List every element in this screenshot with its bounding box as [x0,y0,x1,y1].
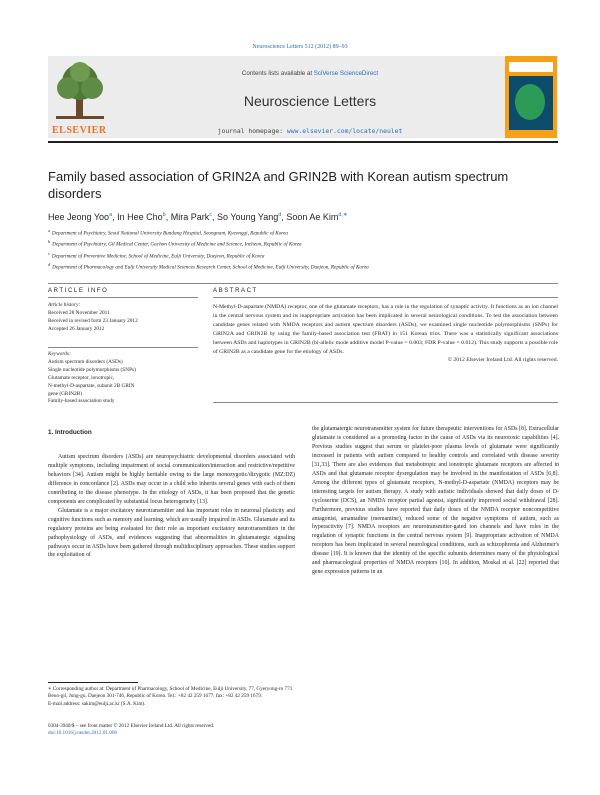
divider [213,402,558,403]
author: In Hee Cho$^b$ [117,212,166,222]
paragraph: Glutamate is a major excitatory neurotransmitter and has important roles in neuronal plasticity and cognitive functions such as memory and learning, which are usually impaired in ASDs. Glutamate and its regulatory proteins are being evaluated for their role as important excitatory neurotransmitters in the pathophysiology of ASDs, and evidences suggesting that abnormalities in glutamatergic signaling pathways occur in ASDs have been gathered through multidisciplinary approaches. These studies support the exploitation of [48,507,295,559]
section-heading: 1. Introduction [48,429,92,436]
affiliation: $^a$Department of Psychiatry, Seoul National University Bundang Hospital, Seongnam, Kyeonggi, Republic of Korea [48,228,289,237]
affiliations [48,227,548,272]
article-info-heading: ARTICLE INFO [48,288,109,294]
journal-cover-thumbnail [505,56,557,138]
divider [48,297,198,298]
section-divider [48,283,558,284]
abstract-text: N-Methyl-D-aspartate (NMDA) receptor, one of the glutamate receptors, has a role in the regulation of synaptic activity. It functions as an ion channel in the central nervous system and its inappropriate activation has been implicated in several neurological conditions. To test the association between candidate genes related with NMDA receptors and autism spectrum disorders (ASDs), we examined single nucleotide polymorphisms (SNPs) for GRIN2A and GRIN2B by using the family-based association test (FBAT) in 151 Korean trios. There was a statistically significant associations between ASDs and haplotypes in GRIN2B (bi-allelic mode additive model P-value = 0.003; FDR P-value = 0.012). This study supports a possible role of GRIN2B as a candidate gene for the etiology of ASDs. [213,304,558,355]
elsevier-wordmark: ELSEVIER [52,125,107,136]
history-entry: Received 28 November 2011 [48,310,110,317]
sciencedirect-link[interactable]: SciVerse ScienceDirect [313,70,379,77]
body-column-right [312,425,559,577]
journal-title: Neuroscience Letters [243,93,377,109]
affiliation: $^b$Department of Psychiatry, Gil Medical Center, Gachon University of Medicine and Science, Incheon, Republic of Korea [48,239,302,249]
footnote-divider [48,682,138,683]
history-entry: Accepted 26 January 2012 [48,326,105,333]
affiliation: $^d$Department of Pharmacology and Eulji University Medical Sciences Research Center, School of Medicine, Eulji University, Daejeon, Republic of Korea [48,261,369,271]
author-list: Hee Jeong Yoo$^a$, In Hee Cho$^b$, Mira Park$^c$, So Young Yang$^d$, Soon Ae Kim$^{d,∗}$ [48,212,348,222]
affiliation: $^c$Department of Preventive Medicine, School of Medicine, Eulji University, Daejeon, Republic of Korea [48,250,265,260]
divider [213,297,558,298]
email[interactable]: E-mail address: sakim@eulji.ac.kr (S.A. Kim). [48,700,146,707]
doi-link[interactable]: doi:10.1016/j.neulet.2012.01.068 [48,730,118,737]
keyword: Family-based association study [48,398,115,405]
history-entry: Received in revised form 23 January 2012 [48,318,138,325]
homepage-link[interactable]: www.elsevier.com/locate/neulet [286,127,403,135]
issn-line: 0304-3940/$ – see front matter © 2012 Elsevier Ireland Ltd. All rights reserved. [48,723,215,729]
paragraph: the glutamatergic neurotransmitter system for future therapeutic interventions for ASDs [8]. Extracellular glutamate is considered as a promoting factor in the cause of ASDs via its neurotoxic capabilities [4]. Previous studies suggest that serum or platelet-poor plasma levels of glutamate were significantly increased in patients with autism compared to healthy controls and correlated with disease severity [31,33]. There are also evidences that metabotropic and ionotropic glutamate receptors are affected in ASDs and that glutamate receptor dysregulation may be involved in the manifestation of ASDs [6,8]. Among the different types of glutamate receptors, N-methyl-D-aspartate (NMDA) receptors may be interesting targets for autism therapy. A study with autistic individuals showed that daily doses of D-cycloserine (DCS), an NMDA receptor partial agonist, significantly improved social withdrawal [28]. Furthermore, previous studies have reported that daily doses of the NMDA receptor noncompetitive antagonist, amantadine (memantine), reduced some of the negative symptoms of autism, such as hyperactivity [7]. NMDA receptors are neurotransmitter-gated ion channels and have roles in the regulation of synaptic functions in the central nervous system [9]. Inappropriate activation of NMDA receptors has been implicated in several neurological conditions, such as schizophrenia and Alzheimer's disease [19]. It is known that the identity of the specific subunits determines many of the physiological and pharmacological properties of NMDA receptors [10]. In addition, Moskal et al. [22] reported that gene expression patterns in an [312,426,559,576]
keyword: Glutamate receptor, ionotropic, [48,374,115,381]
keywords: Keywords: Autism spectrum disorders (ASDs) Single nucleotide polymorphisms (SNPs) Glutamate receptor, ionotropic, N-methyl-D-aspartate, subunit 2B GRIN gene (GRIN2B) Family-based association study [48,351,198,406]
keyword: Autism spectrum disorders (ASDs) [48,358,123,365]
author: Hee Jeong Yoo$^a$ [48,212,113,222]
article-title: Family based association of GRIN2A and GRIN2B with Korean autism spectrum disorders [48,169,509,201]
author: Mira Park$^c$ [170,212,213,222]
journal-homepage: journal homepage: www.elsevier.com/locate/neulet [217,127,403,135]
elsevier-logo [48,58,112,136]
corresponding-author-footnote: ∗ Corresponding author at: Department of Pharmacology, School of Medicine, Eulji University, 77, Gyeryong-ro 771 Beon-gil, Jung-gu, Daejeon 301-746, Republic of Korea. Tel.: +82 42 259 1677; fax: +82 42 259 1679. E-mail address: sakim@eulji.ac.kr (S.A. Kim). [48,686,295,708]
keyword: N-methyl-D-aspartate, subunit 2B GRIN [48,382,135,389]
body-column-left [48,453,295,560]
divider [48,347,198,348]
author: Soon Ae Kim$^{d,∗}$ [286,212,348,222]
paragraph: Autism spectrum disorders (ASDs) are neuropsychiatric developmental disorders associated with multiple symptoms, including impairment of social communication/interaction and restrictive/repetitive behaviors [34]. Autism might be highly heritable owing to the large monozygotic/dizygotic (MZ:DZ) difference in concordance [2]. ASDs may occur in a child who inherits several genes with each of them contributing to the disease phenotype. In the etiology of ASDs, it has been proposed that the genetic components are complicated by substantial locus heterogeneity [13]. [48,454,295,505]
copyright: © 2012 Elsevier Ireland Ltd. All rights reserved. [447,357,558,364]
keyword: Single nucleotide polymorphisms (SNPs) [48,366,136,373]
abstract-heading: ABSTRACT [213,288,258,294]
keyword: gene (GRIN2B) [48,390,82,397]
journal-citation[interactable]: Neuroscience Letters 512 (2012) 89–93 [252,44,348,50]
contents-availability: Contents lists available at SciVerse ScienceDirect [241,70,379,77]
elsevier-tree-icon [48,58,112,124]
author: So Young Yang$^d$ [217,212,282,222]
abstract-body [213,303,558,365]
article-history: Article history: Received 28 November 2011 Received in revised form 23 January 2012 Accepted 26 January 2012 [48,301,198,333]
header-divider [48,141,558,143]
page-footer [48,723,348,738]
